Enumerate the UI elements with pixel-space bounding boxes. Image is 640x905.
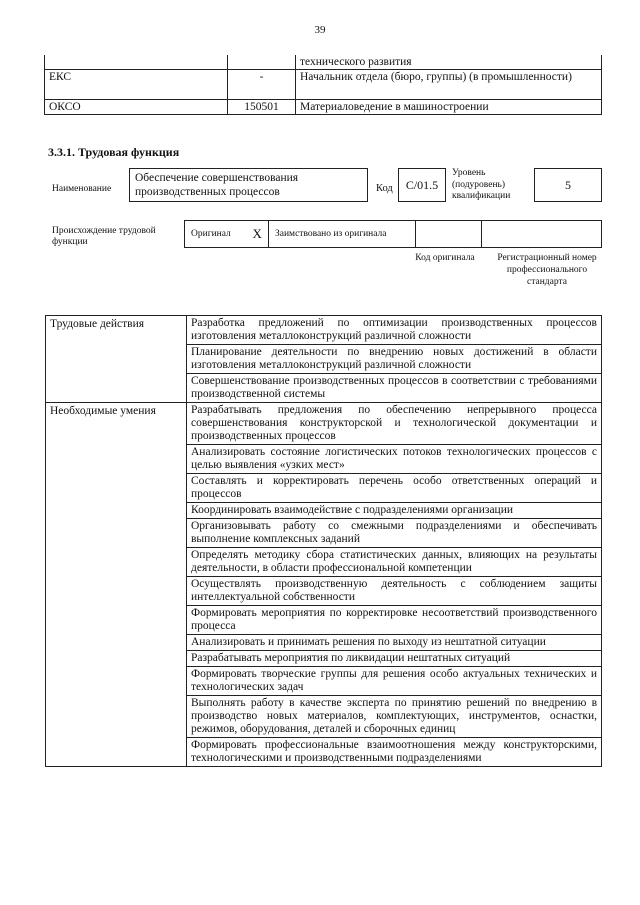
name-value: Обеспечение совершенствования производственных процессов	[135, 172, 299, 198]
reg-caption: Регистрационный номер профессионального стандарта	[497, 253, 597, 287]
labor-action-group-label: Трудовые действия	[46, 316, 187, 403]
required-skill-item: Анализировать состояние логистических потоков технологических процессов с целью выявления «узких мест»	[187, 445, 602, 474]
code-value: С/01.5	[398, 168, 446, 202]
required-skill-item: Выполнять работу в качестве эксперта по принятию решений по внедрению в производство новых материалов, комплектующих, инструментов, оснастки, режимов, оборудования, деталей и сборочных единиц	[187, 696, 602, 738]
required-skill-item: Координировать взаимодействие с подразделениями организации	[187, 503, 602, 519]
original-label: Оригинал	[185, 221, 247, 248]
table-cell	[228, 55, 296, 70]
section-heading: 3.3.1. Трудовая функция	[48, 145, 180, 159]
original-code-cell	[416, 221, 482, 248]
original-mark: X	[247, 221, 269, 248]
table-row	[46, 316, 602, 345]
table-cell: 150501	[228, 100, 296, 115]
table-cell	[45, 55, 228, 70]
borrowed-label: Заимствовано из оригинала	[269, 221, 416, 248]
labor-action-item: Совершенствование производственных процессов в соответствии с требованиями производственной системы	[187, 374, 602, 403]
required-skill-item: Формировать мероприятия по корректировке несоответствий производственного процесса	[187, 606, 602, 635]
required-skill-item: Разрабатывать мероприятия по ликвидации нештатных ситуаций	[187, 651, 602, 667]
name-label: Наименование	[52, 184, 112, 194]
table-cell: Начальник отдела (бюро, группы) (в промышленности)	[296, 70, 602, 100]
table-row	[45, 100, 602, 115]
table-row	[45, 70, 602, 100]
required-skill-item: Организовывать работу со смежными подразделениями и обеспечивать выполнение комплексных заданий	[187, 519, 602, 548]
table-cell: -	[228, 70, 296, 100]
labor-action-item: Разработка предложений по оптимизации производственных процессов изготовления металлоконструкций различной сложности	[187, 316, 602, 345]
table-cell: Материаловедение в машиностроении	[296, 100, 602, 115]
required-skill-item: Составлять и корректировать перечень особо ответственных операций и процессов	[187, 474, 602, 503]
table-cell: ЕКС	[45, 70, 228, 100]
name-value-box	[129, 168, 368, 202]
labor-action-item: Планирование деятельности по внедрению новых достижений в области изготовления металлоконструкций различной сложности	[187, 345, 602, 374]
reg-number-cell	[482, 221, 602, 248]
required-skill-item: Анализировать и принимать решения по выходу из нештатной ситуации	[187, 635, 602, 651]
table-row	[45, 55, 602, 70]
origin-table	[184, 220, 602, 248]
code-label: Код	[376, 183, 393, 194]
required-skill-group-label: Необходимые умения	[46, 403, 187, 767]
level-label: Уровень (подуровень) квалификации	[452, 168, 511, 201]
classification-table	[44, 55, 602, 115]
required-skill-item: Формировать творческие группы для решения особо актуальных технических и технологических задач	[187, 667, 602, 696]
page-number: 39	[314, 24, 326, 36]
origin-label: Происхождение трудовой функции	[52, 226, 156, 247]
function-details-table	[45, 315, 602, 767]
table-cell: ОКСО	[45, 100, 228, 115]
table-cell: технического развития	[296, 55, 602, 70]
table-row	[46, 403, 602, 445]
level-value: 5	[534, 168, 602, 202]
table-row	[185, 221, 602, 248]
required-skill-item: Определять методику сбора статистических данных, влияющих на результаты деятельности, в области профессиональной компетенции	[187, 548, 602, 577]
required-skill-item: Осуществлять производственную деятельность с соблюдением защиты интеллектуальной собственности	[187, 577, 602, 606]
required-skill-item: Разрабатывать предложения по обеспечению непрерывного процесса совершенствования конструкторской и технологической документации и производственных процессов	[187, 403, 602, 445]
required-skill-item: Формировать профессиональные взаимоотношения между конструкторскими, технологическими и производственными подразделениями	[187, 738, 602, 767]
code-caption: Код оригинала	[415, 253, 475, 263]
